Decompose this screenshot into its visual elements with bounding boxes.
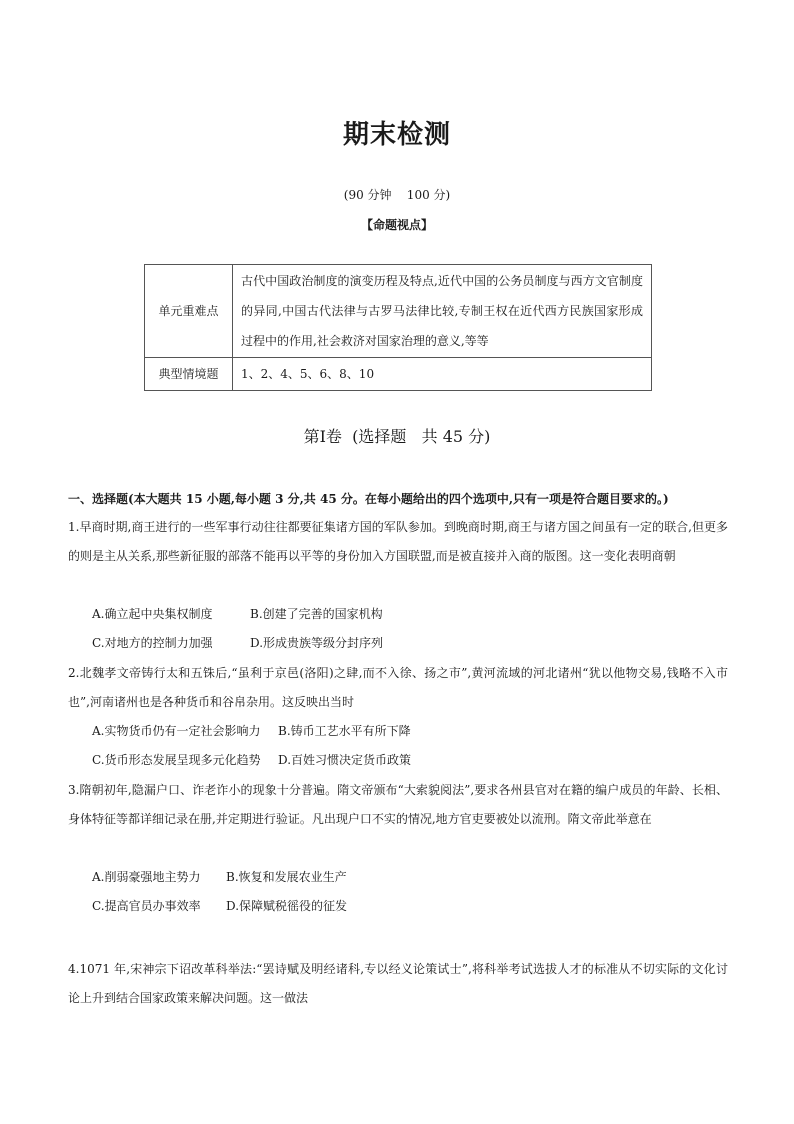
question-4-stem: 4.1071 年,宋神宗下诏改革科举法:“罢诗赋及明经诸科,专以经义论策试士”,将科举考试选拔人才的标准从不切实际的文化讨论上升到结合国家政策来解决问题。这一做法 bbox=[68, 962, 728, 1005]
question-1-options bbox=[92, 600, 692, 658]
option-a: A.削弱豪强地主势力 bbox=[92, 870, 201, 884]
focus-table bbox=[144, 264, 652, 391]
part-title: 第Ⅰ卷 (选择题 共 45 分) bbox=[303, 427, 491, 446]
option-d: D.保障赋税徭役的征发 bbox=[226, 899, 348, 913]
option-b: B.恢复和发展农业生产 bbox=[226, 870, 347, 884]
section-instructions: 一、选择题(本大题共 15 小题,每小题 3 分,共 45 分。在每小题给出的四个选项中,只有一项是符合题目要求的。) bbox=[68, 492, 669, 506]
option-b: B.创建了完善的国家机构 bbox=[250, 607, 383, 621]
table-row bbox=[145, 358, 652, 391]
option-c: C.对地方的控制力加强 bbox=[92, 636, 213, 650]
section-label: 【命题视点】 bbox=[360, 218, 433, 232]
row-content: 古代中国政治制度的演变历程及特点,近代中国的公务员制度与西方文官制度的异同,中国古代法律与古罗马法律比较,专制王权在近代西方民族国家形成过程中的作用,社会救济对国家治理的意义,等等 bbox=[233, 265, 652, 358]
option-d: D.百姓习惯决定货币政策 bbox=[278, 753, 412, 767]
row-label: 典型情境题 bbox=[145, 358, 233, 391]
option-a: A.实物货币仍有一定社会影响力 bbox=[92, 724, 261, 738]
option-b: B.铸币工艺水平有所下降 bbox=[278, 724, 411, 738]
question-2-options bbox=[92, 717, 692, 775]
page-title: 期末检测 bbox=[342, 120, 451, 150]
row-label: 单元重难点 bbox=[145, 265, 233, 358]
exam-duration-score: (90 分钟 100 分) bbox=[343, 188, 451, 202]
question-1-stem: 1.早商时期,商王进行的一些军事行动往往都要征集诸方国的军队参加。到晚商时期,商王与诸方国之间虽有一定的联合,但更多的则是主从关系,那些新征服的部落不能再以平等的身份加入方国联盟,而是被直接并入商的版图。这一变化表明商朝 bbox=[68, 520, 728, 563]
question-3-options bbox=[92, 863, 692, 921]
option-d: D.形成贵族等级分封序列 bbox=[250, 636, 384, 650]
option-a: A.确立起中央集权制度 bbox=[92, 607, 213, 621]
question-3-stem: 3.隋朝初年,隐漏户口、诈老诈小的现象十分普遍。隋文帝颁布“大索貌阅法”,要求各州县官对在籍的编户成员的年龄、长相、身体特征等都详细记录在册,并定期进行验证。凡出现户口不实的情况,地方官吏要被处以流刑。隋文帝此举意在 bbox=[68, 783, 728, 826]
question-2-stem: 2.北魏孝文帝铸行太和五铢后,“虽利于京邑(洛阳)之肆,而不入徐、扬之市”,黄河流域的河北诸州“犹以他物交易,钱略不入市也”,河南诸州也是各种货币和谷帛杂用。这反映出当时 bbox=[68, 666, 728, 709]
table-row bbox=[145, 265, 652, 358]
option-c: C.货币形态发展呈现多元化趋势 bbox=[92, 753, 261, 767]
option-c: C.提高官员办事效率 bbox=[92, 899, 201, 913]
row-content: 1、2、4、5、6、8、10 bbox=[233, 358, 652, 391]
